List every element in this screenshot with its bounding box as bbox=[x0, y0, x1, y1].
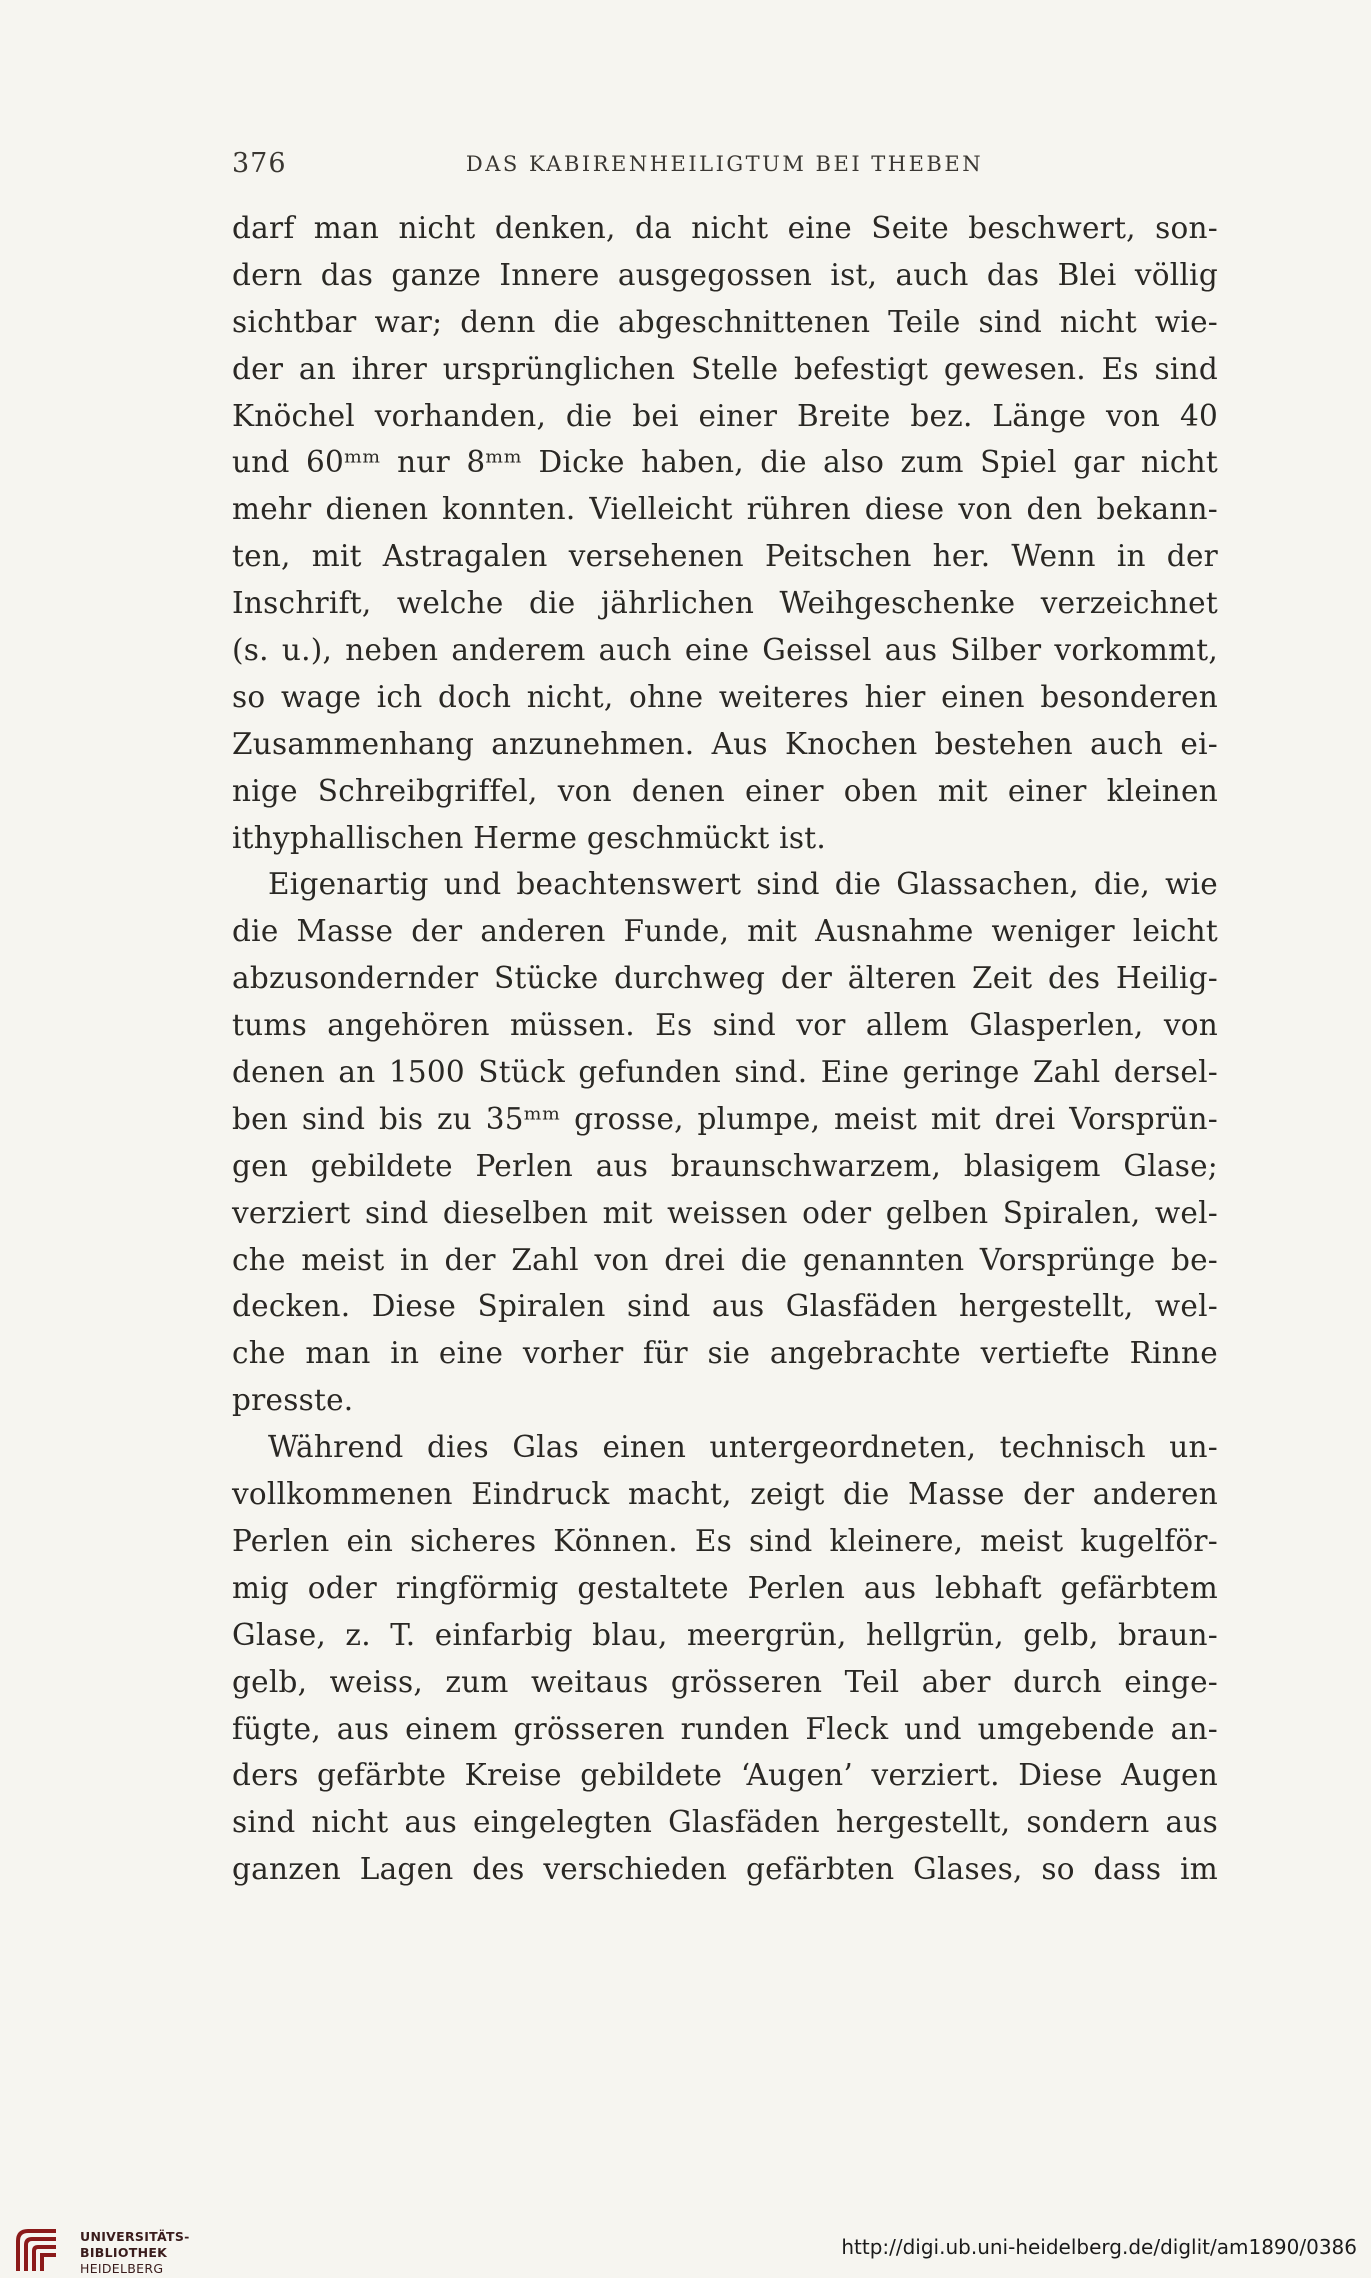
text-line: che meist in der Zahl von drei die genannten Vorsprünge be- bbox=[232, 1242, 1218, 1277]
logo-text-line: UNIVERSITÄTS- bbox=[80, 2229, 190, 2244]
body-text bbox=[232, 205, 1218, 1893]
text-line: der an ihrer ursprünglichen Stelle befestigt gewesen. Es sind bbox=[232, 351, 1218, 386]
text-line: verziert sind dieselben mit weissen oder gelben Spiralen, wel- bbox=[232, 1195, 1218, 1230]
text-line: fügte, aus einem grösseren runden Fleck und umgebende an- bbox=[232, 1711, 1218, 1746]
text-line: Inschrift, welche die jährlichen Weihgeschenke verzeichnet bbox=[232, 586, 1218, 621]
text-line: denen an 1500 Stück gefunden sind. Eine geringe Zahl dersel- bbox=[232, 1055, 1218, 1090]
text-line: Zusammenhang anzunehmen. Aus Knochen bestehen auch ei- bbox=[232, 726, 1218, 761]
text-line: Eigenartig und beachtenswert sind die Glassachen, die, wie bbox=[268, 867, 1218, 902]
library-logo[interactable] bbox=[12, 2225, 212, 2277]
page-footer bbox=[0, 2215, 1371, 2278]
text-line: presste. bbox=[232, 1383, 354, 1418]
text-line: ten, mit Astragalen versehenen Peitschen her. Wenn in der bbox=[232, 539, 1218, 574]
text-line: gelb, weiss, zum weitaus grösseren Teil aber durch einge- bbox=[232, 1664, 1218, 1699]
text-line: so wage ich doch nicht, ohne weiteres hier einen besonderen bbox=[232, 679, 1218, 714]
logo-text-line: BIBLIOTHEK bbox=[80, 2245, 168, 2260]
text-line: ders gefärbte Kreise gebildete ‘Augen’ verziert. Diese Augen bbox=[232, 1758, 1218, 1793]
text-line: darf man nicht denken, da nicht eine Seite beschwert, son- bbox=[232, 211, 1218, 245]
text-line: und 60ᵐᵐ nur 8ᵐᵐ Dicke haben, die also zum Spiel gar nicht bbox=[232, 445, 1218, 480]
text-line: abzusondernder Stücke durchweg der älteren Zeit des Heilig- bbox=[232, 961, 1218, 996]
text-line: che man in eine vorher für sie angebrachte vertiefte Rinne bbox=[232, 1336, 1218, 1371]
text-line: mig oder ringförmig gestaltete Perlen aus lebhaft gefärbtem bbox=[232, 1570, 1218, 1605]
library-logo-icon bbox=[12, 2225, 64, 2277]
text-line: dern das ganze Innere ausgegossen ist, auch das Blei völlig bbox=[232, 257, 1218, 292]
text-line: vollkommenen Eindruck macht, zeigt die Masse der anderen bbox=[232, 1477, 1218, 1512]
logo-text-line: HEIDELBERG bbox=[80, 2261, 164, 2276]
text-line: die Masse der anderen Funde, mit Ausnahme weniger leicht bbox=[232, 914, 1218, 949]
text-line: nige Schreibgriffel, von denen einer oben mit einer kleinen bbox=[232, 773, 1218, 808]
text-line: ben sind bis zu 35ᵐᵐ grosse, plumpe, meist mit drei Vorsprün- bbox=[232, 1101, 1218, 1136]
page-number: 376 bbox=[232, 148, 287, 179]
text-line: gen gebildete Perlen aus braunschwarzem, blasigem Glase; bbox=[232, 1148, 1218, 1183]
text-line: Glase, z. T. einfarbig blau, meergrün, hellgrün, gelb, braun- bbox=[232, 1617, 1218, 1652]
page-header bbox=[232, 148, 1217, 188]
text-line: sichtbar war; denn die abgeschnittenen Teile sind nicht wie- bbox=[232, 304, 1218, 339]
text-line: ganzen Lagen des verschieden gefärbten Glases, so dass im bbox=[232, 1852, 1218, 1887]
source-url-link[interactable]: http://digi.ub.uni-heidelberg.de/diglit/am1890/0386 bbox=[841, 2235, 1357, 2259]
text-line: (s. u.), neben anderem auch eine Geissel aus Silber vorkommt, bbox=[232, 633, 1218, 668]
text-line: Während dies Glas einen untergeordneten, technisch un- bbox=[268, 1430, 1218, 1465]
text-line: decken. Diese Spiralen sind aus Glasfäden hergestellt, wel- bbox=[232, 1289, 1218, 1324]
text-line: tums angehören müssen. Es sind vor allem Glasperlen, von bbox=[232, 1008, 1218, 1043]
text-line: ithyphallischen Herme geschmückt ist. bbox=[232, 820, 826, 855]
text-line: mehr dienen konnten. Vielleicht rühren diese von den bekann- bbox=[232, 492, 1218, 527]
text-line: Perlen ein sicheres Können. Es sind kleinere, meist kugelför- bbox=[232, 1523, 1218, 1558]
running-title: DAS KABIRENHEILIGTUM BEI THEBEN bbox=[465, 152, 984, 176]
text-line: sind nicht aus eingelegten Glasfäden hergestellt, sondern aus bbox=[232, 1805, 1218, 1840]
text-line: Knöchel vorhanden, die bei einer Breite bez. Länge von 40 bbox=[232, 398, 1218, 433]
